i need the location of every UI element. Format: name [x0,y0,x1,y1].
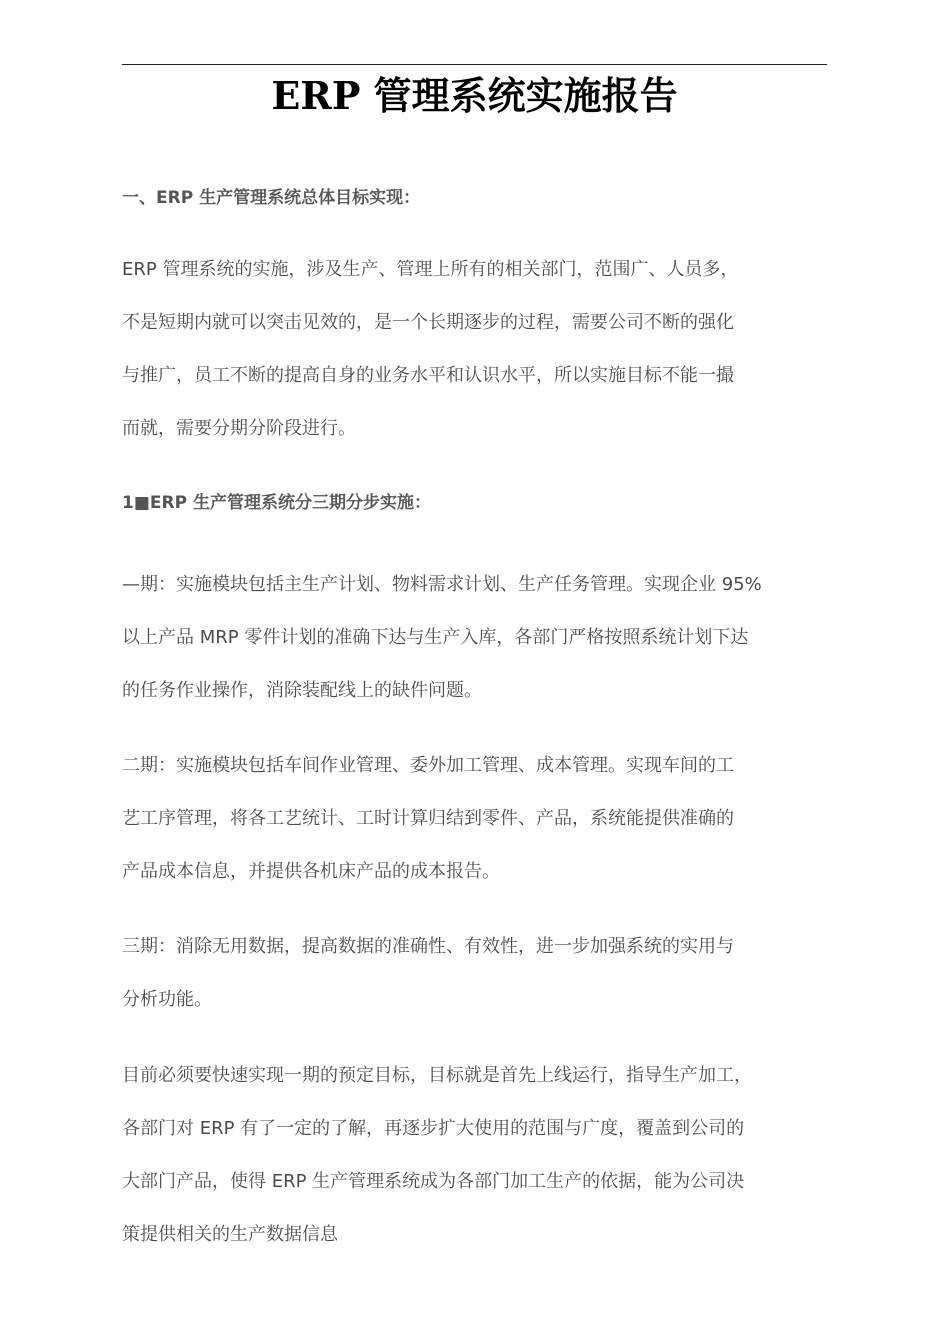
subsection-heading: 1■ERP 生产管理系统分三期分步实施： [122,493,431,513]
paragraph-line: 不是短期内就可以突击见效的，是一个长期逐步的过程，需要公司不断的强化 [122,312,734,333]
paragraph-line: 而就，需要分期分阶段进行。 [122,418,356,439]
conclusion-paragraph [122,1049,827,1261]
paragraph-line: 二期：实施模块包括车间作业管理、委外加工管理、成本管理。实现车间的工 [122,755,734,776]
phase1-paragraph [122,558,827,717]
paragraph-line: 策提供相关的生产数据信息 [122,1224,338,1245]
paragraph-line: 三期：消除无用数据，提高数据的准确性、有效性，进一步加强系统的实用与 [122,936,734,957]
phase3-paragraph [122,920,827,1026]
paragraph-line: 艺工序管理，将各工艺统计、工时计算归结到零件、产品，系统能提供准确的 [122,808,734,829]
section-heading: 一、ERP 生产管理系统总体目标实现： [122,188,421,208]
paragraph-line: ERP 管理系统的实施，涉及生产、管理上所有的相关部门，范围广、人员多， [122,259,739,280]
intro-paragraph [122,243,827,455]
paragraph-line: —期：实施模块包括主生产计划、物料需求计划、生产任务管理。实现企业 95% [122,574,762,595]
paragraph-line: 产品成本信息，并提供各机床产品的成本报告。 [122,861,500,882]
paragraph-line: 的任务作业操作，消除装配线上的缺件问题。 [122,680,482,701]
paragraph-line: 大部门产品，使得 ERP 生产管理系统成为各部门加工生产的依据，能为公司决 [122,1171,745,1192]
phase2-paragraph [122,739,827,898]
header-rule [122,64,827,65]
paragraph-line: 与推广，员工不断的提高自身的业务水平和认识水平，所以实施目标不能一撮 [122,365,734,386]
paragraph-line: 分析功能。 [122,989,212,1010]
document-title: ERP 管理系统实施报告 [271,73,678,118]
paragraph-line: 各部门对 ERP 有了一定的了解，再逐步扩大使用的范围与广度，覆盖到公司的 [122,1118,745,1139]
paragraph-line: 以上产品 MRP 零件计划的准确下达与生产入库，各部门严格按照系统计划下达 [122,627,749,648]
paragraph-line: 目前必须要快速实现一期的预定目标，目标就是首先上线运行，指导生产加工， [122,1065,752,1086]
